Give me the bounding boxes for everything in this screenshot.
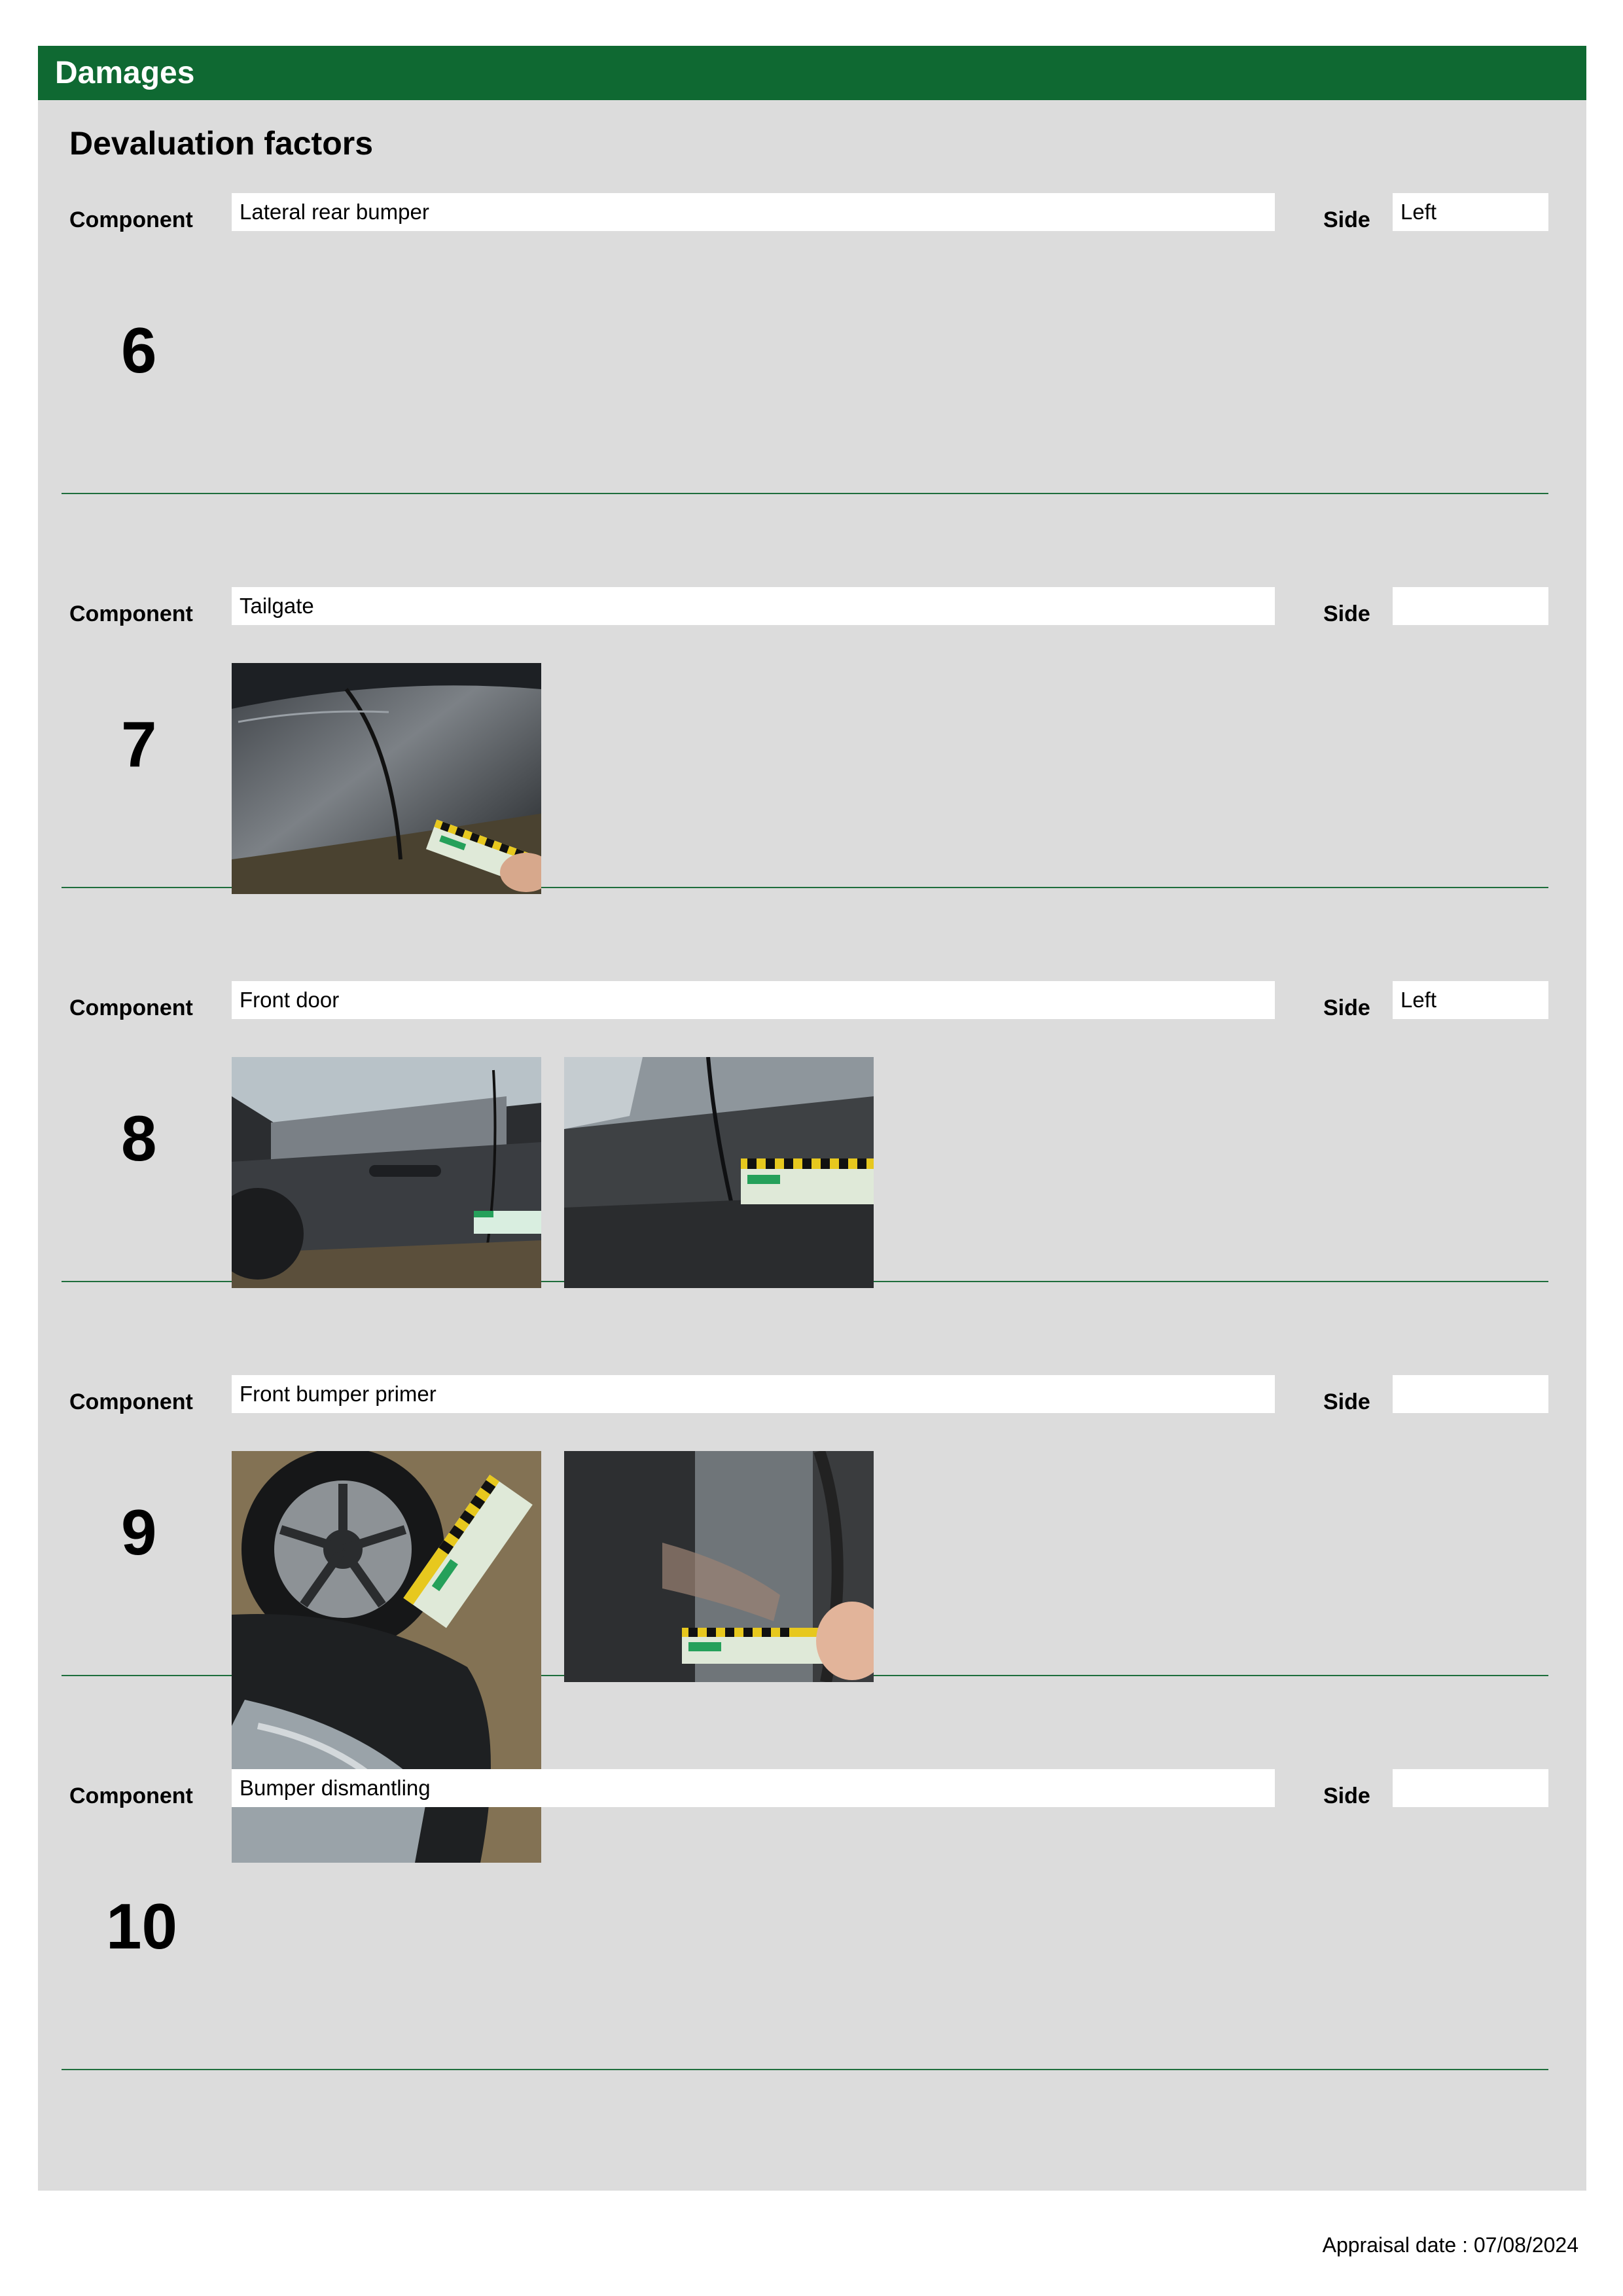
component-label: Component: [69, 601, 193, 626]
appraisal-date: Appraisal date : 07/08/2024: [1322, 2233, 1578, 2257]
section-title: Devaluation factors: [69, 125, 374, 162]
tailgate-damage-photo[interactable]: [232, 663, 541, 894]
damage-item-6: [38, 100, 1586, 494]
component-field: Bumper dismantling: [232, 1769, 1275, 1807]
page-title: Damages: [55, 56, 195, 90]
side-field: Left: [1393, 193, 1548, 231]
damage-item-9: [38, 1282, 1586, 1676]
front-door-closeup-photo[interactable]: [564, 1057, 874, 1288]
component-field: Front door: [232, 981, 1275, 1019]
side-label: Side: [1323, 1390, 1370, 1414]
front-bumper-closeup-photo[interactable]: [564, 1451, 874, 1682]
item-divider: [62, 2069, 1548, 2070]
item-number: 9: [121, 1496, 157, 1568]
damage-item-8: [38, 888, 1586, 1282]
damage-item-7: [38, 494, 1586, 888]
side-field: [1393, 1769, 1548, 1807]
side-field: Left: [1393, 981, 1548, 1019]
component-field: Lateral rear bumper: [232, 193, 1275, 231]
component-label: Component: [69, 207, 193, 232]
item-number: 8: [121, 1102, 157, 1174]
side-label: Side: [1323, 601, 1370, 626]
component-field: Front bumper primer: [232, 1375, 1275, 1413]
side-label: Side: [1323, 1784, 1370, 1808]
side-field: [1393, 587, 1548, 625]
header-bar: [38, 46, 1586, 100]
item-number: 10: [106, 1890, 178, 1962]
component-label: Component: [69, 1784, 193, 1808]
side-field: [1393, 1375, 1548, 1413]
damages-panel: [38, 100, 1586, 2191]
component-field: Tailgate: [232, 587, 1275, 625]
component-label: Component: [69, 1390, 193, 1414]
item-number: 6: [121, 314, 157, 386]
side-label: Side: [1323, 996, 1370, 1020]
side-label: Side: [1323, 207, 1370, 232]
component-label: Component: [69, 996, 193, 1020]
item-number: 7: [121, 708, 157, 780]
front-door-overview-photo[interactable]: [232, 1057, 541, 1288]
